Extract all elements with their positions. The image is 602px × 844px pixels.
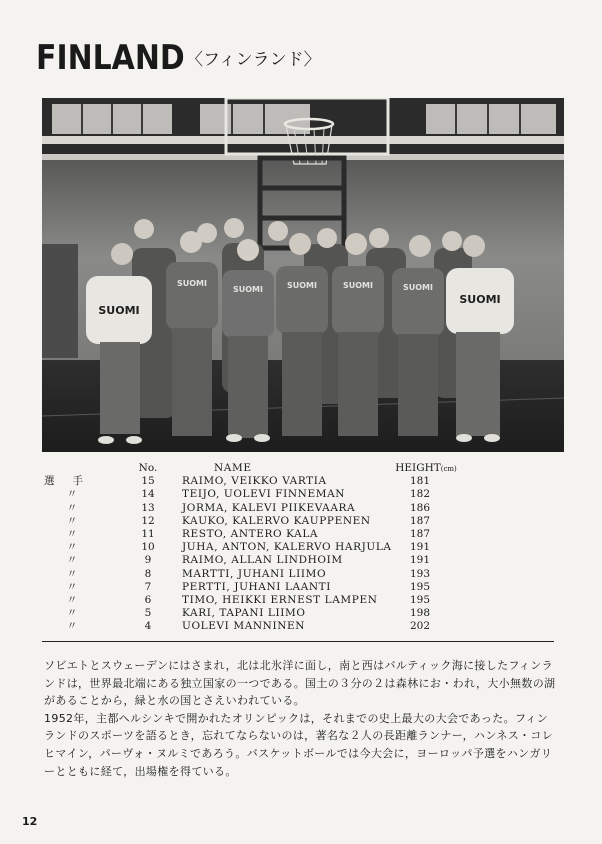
role-cell: 〃 bbox=[66, 554, 78, 567]
number-cell: 5 bbox=[144, 607, 152, 620]
table-row bbox=[44, 475, 524, 488]
role-cell: 〃 bbox=[66, 607, 78, 620]
height-cell: 181 bbox=[409, 475, 431, 488]
height-cell: 187 bbox=[409, 527, 431, 540]
role-cell: 〃 bbox=[66, 501, 78, 514]
number-cell: 15 bbox=[141, 475, 155, 488]
name-cell: JUHA, ANTON, KALERVO HARJULA bbox=[182, 541, 392, 554]
height-cell: 193 bbox=[409, 567, 431, 580]
jersey-text-left: SUOMI bbox=[98, 304, 140, 317]
role-cell: 〃 bbox=[66, 488, 78, 501]
name-cell: KAUKO, KALERVO KAUPPENEN bbox=[182, 514, 371, 527]
role-cell: 〃 bbox=[66, 541, 78, 554]
column-height-header: HEIGHT(cm) bbox=[395, 462, 457, 474]
number-cell: 8 bbox=[144, 567, 152, 580]
table-row bbox=[44, 620, 524, 633]
name-cell: KARI, TAPANI LIIMO bbox=[182, 607, 306, 620]
page-subtitle: 〈フィンランド〉 bbox=[186, 50, 321, 70]
table-row bbox=[44, 502, 524, 515]
number-cell: 11 bbox=[141, 527, 155, 540]
team-photo bbox=[42, 98, 564, 452]
jersey-text: SUOMI bbox=[343, 281, 373, 290]
page-number: 12 bbox=[22, 815, 38, 828]
role-cell: 〃 bbox=[66, 527, 78, 540]
height-cell: 195 bbox=[409, 580, 431, 593]
table-row bbox=[44, 581, 524, 594]
height-unit: (cm) bbox=[440, 465, 457, 473]
table-row bbox=[44, 541, 524, 554]
paragraph: ソビエトとスウェーデンにはさまれ，北は北氷洋に面し，南と西はバルティック海に接したフィンランドは，世界最北端にある独立国家の一つである。国土の３分の２は森林にお・われ，大小無数の湖があることから，緑と水の国とさえいわれている。 bbox=[44, 659, 556, 708]
number-cell: 4 bbox=[144, 620, 152, 633]
name-cell: RAIMO, VEIKKO VARTIA bbox=[182, 475, 327, 488]
number-cell: 14 bbox=[141, 488, 155, 501]
table-row bbox=[44, 568, 524, 581]
roster-rows bbox=[44, 475, 524, 633]
column-name-header: NAME bbox=[214, 462, 252, 474]
role-cell: 〃 bbox=[66, 593, 78, 606]
height-cell: 191 bbox=[409, 554, 431, 567]
name-cell: RESTO, ANTERO KALA bbox=[182, 527, 319, 540]
name-cell: PERTTI, JUHANI LAANTI bbox=[182, 580, 332, 593]
number-cell: 10 bbox=[141, 541, 155, 554]
height-cell: 186 bbox=[409, 501, 431, 514]
role-cell: 〃 bbox=[66, 567, 78, 580]
roster-table bbox=[44, 462, 524, 633]
page-title: FINLAND bbox=[36, 38, 185, 78]
height-cell: 202 bbox=[409, 620, 431, 633]
section-divider bbox=[42, 641, 554, 642]
jersey-text-right: SUOMI bbox=[459, 293, 501, 306]
number-cell: 13 bbox=[141, 501, 155, 514]
paragraph: 1952年，主都ヘルシンキで開かれたオリンピックは，それまでの史上最大の大会であった。フィンランドのスポーツを語るとき，忘れてならないのは，著名な２人の長距離ランナー，ハンネス・コレヒマイン，パーヴォ・ヌルミであろう。バスケットボールでは今大会に，ヨーロッパ予選をハンガリーとともに経て，出場権を得ている。 bbox=[44, 711, 554, 778]
role-cell: 〃 bbox=[66, 580, 78, 593]
height-cell: 195 bbox=[409, 593, 431, 606]
table-row bbox=[44, 528, 524, 541]
number-cell: 12 bbox=[141, 514, 155, 527]
number-cell: 9 bbox=[144, 554, 152, 567]
jersey-text: SUOMI bbox=[287, 281, 317, 290]
table-row bbox=[44, 488, 524, 501]
height-cell: 198 bbox=[409, 607, 431, 620]
jersey-text: SUOMI bbox=[233, 285, 263, 294]
name-cell: JORMA, KALEVI PIIKEVAARA bbox=[182, 501, 356, 514]
column-number-header: No. bbox=[138, 462, 158, 474]
name-cell: UOLEVI MANNINEN bbox=[182, 620, 306, 633]
number-cell: 6 bbox=[144, 593, 152, 606]
role-cell: 〃 bbox=[66, 620, 78, 633]
team-photo-illustration bbox=[42, 98, 564, 452]
table-row bbox=[44, 515, 524, 528]
height-cell: 182 bbox=[409, 488, 431, 501]
role-cell: 選手 bbox=[44, 475, 101, 488]
height-cell: 191 bbox=[409, 541, 431, 554]
name-cell: MARTTI, JUHANI LIIMO bbox=[182, 567, 327, 580]
height-cell: 187 bbox=[409, 514, 431, 527]
jersey-text: SUOMI bbox=[177, 279, 207, 288]
table-row bbox=[44, 594, 524, 607]
table-row bbox=[44, 607, 524, 620]
name-cell: TEIJO, UOLEVI FINNEMAN bbox=[182, 488, 346, 501]
role-cell: 〃 bbox=[66, 514, 78, 527]
name-cell: RAIMO, ALLAN LINDHOIM bbox=[182, 554, 343, 567]
roster-header bbox=[44, 462, 524, 475]
table-row bbox=[44, 554, 524, 567]
description-text bbox=[44, 657, 558, 780]
number-cell: 7 bbox=[144, 580, 152, 593]
name-cell: TIMO, HEIKKI ERNEST LAMPEN bbox=[182, 593, 378, 606]
jersey-text: SUOMI bbox=[403, 283, 433, 292]
